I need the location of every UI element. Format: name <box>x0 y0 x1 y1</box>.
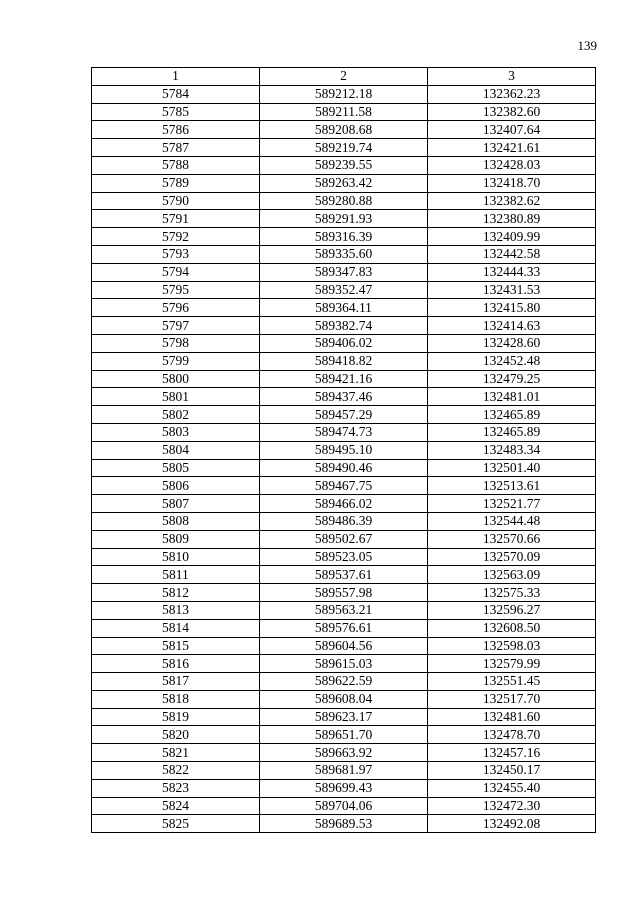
table-row <box>92 477 596 495</box>
coordinate-y-cell: 132431.53 <box>428 281 596 299</box>
coordinate-x-cell: 589466.02 <box>260 495 428 513</box>
point-number-cell: 5809 <box>92 530 260 548</box>
point-number-cell: 5819 <box>92 708 260 726</box>
table-row <box>92 459 596 477</box>
coordinate-x-cell: 589557.98 <box>260 584 428 602</box>
table-row <box>92 406 596 424</box>
table-row <box>92 317 596 335</box>
point-number-cell: 5786 <box>92 121 260 139</box>
coordinate-x-cell: 589704.06 <box>260 797 428 815</box>
point-number-cell: 5798 <box>92 334 260 352</box>
coordinate-y-cell: 132598.03 <box>428 637 596 655</box>
coordinate-y-cell: 132521.77 <box>428 495 596 513</box>
coordinate-y-cell: 132421.61 <box>428 139 596 157</box>
table-row <box>92 726 596 744</box>
coordinate-x-cell: 589467.75 <box>260 477 428 495</box>
point-number-cell: 5804 <box>92 441 260 459</box>
point-number-cell: 5801 <box>92 388 260 406</box>
coordinate-x-cell: 589651.70 <box>260 726 428 744</box>
point-number-cell: 5822 <box>92 762 260 780</box>
point-number-cell: 5807 <box>92 495 260 513</box>
point-number-cell: 5813 <box>92 601 260 619</box>
table-row <box>92 495 596 513</box>
table-row <box>92 655 596 673</box>
coordinate-y-cell: 132382.62 <box>428 192 596 210</box>
point-number-cell: 5805 <box>92 459 260 477</box>
coordinate-y-cell: 132513.61 <box>428 477 596 495</box>
table-row <box>92 228 596 246</box>
coordinate-y-cell: 132362.23 <box>428 85 596 103</box>
coordinate-x-cell: 589291.93 <box>260 210 428 228</box>
coordinate-y-cell: 132481.60 <box>428 708 596 726</box>
point-number-cell: 5800 <box>92 370 260 388</box>
table-row <box>92 370 596 388</box>
point-number-cell: 5812 <box>92 584 260 602</box>
point-number-cell: 5825 <box>92 815 260 833</box>
point-number-cell: 5808 <box>92 512 260 530</box>
point-number-cell: 5797 <box>92 317 260 335</box>
coordinate-y-cell: 132415.80 <box>428 299 596 317</box>
table-row <box>92 815 596 833</box>
point-number-cell: 5787 <box>92 139 260 157</box>
coordinate-y-cell: 132428.60 <box>428 334 596 352</box>
coordinate-x-cell: 589212.18 <box>260 85 428 103</box>
coordinate-y-cell: 132452.48 <box>428 352 596 370</box>
table-row <box>92 584 596 602</box>
coordinate-y-cell: 132492.08 <box>428 815 596 833</box>
coordinate-y-cell: 132455.40 <box>428 779 596 797</box>
point-number-cell: 5795 <box>92 281 260 299</box>
coordinate-y-cell: 132465.89 <box>428 423 596 441</box>
coordinate-y-cell: 132479.25 <box>428 370 596 388</box>
coordinate-y-cell: 132472.30 <box>428 797 596 815</box>
table-row <box>92 352 596 370</box>
coordinate-y-cell: 132428.03 <box>428 156 596 174</box>
coordinate-y-cell: 132478.70 <box>428 726 596 744</box>
table-row <box>92 156 596 174</box>
coordinate-x-cell: 589316.39 <box>260 228 428 246</box>
coordinate-y-cell: 132450.17 <box>428 762 596 780</box>
table-row <box>92 103 596 121</box>
coordinate-y-cell: 132465.89 <box>428 406 596 424</box>
coordinate-y-cell: 132481.01 <box>428 388 596 406</box>
point-number-cell: 5824 <box>92 797 260 815</box>
point-number-cell: 5814 <box>92 619 260 637</box>
coordinate-y-cell: 132596.27 <box>428 601 596 619</box>
coordinate-x-cell: 589699.43 <box>260 779 428 797</box>
point-number-cell: 5811 <box>92 566 260 584</box>
table-row <box>92 779 596 797</box>
table-row <box>92 762 596 780</box>
coordinate-x-cell: 589615.03 <box>260 655 428 673</box>
coordinate-x-cell: 589421.16 <box>260 370 428 388</box>
point-number-cell: 5803 <box>92 423 260 441</box>
coordinate-y-cell: 132570.66 <box>428 530 596 548</box>
table-row <box>92 441 596 459</box>
point-number-cell: 5785 <box>92 103 260 121</box>
table-row <box>92 512 596 530</box>
point-number-cell: 5810 <box>92 548 260 566</box>
table-row <box>92 673 596 691</box>
coordinate-y-cell: 132444.33 <box>428 263 596 281</box>
point-number-cell: 5796 <box>92 299 260 317</box>
table-row <box>92 139 596 157</box>
point-number-cell: 5806 <box>92 477 260 495</box>
table-row <box>92 566 596 584</box>
table-row <box>92 281 596 299</box>
column-header-3: 3 <box>428 68 596 86</box>
point-number-cell: 5818 <box>92 690 260 708</box>
page-number: 139 <box>577 38 597 53</box>
table-row <box>92 299 596 317</box>
table-row <box>92 192 596 210</box>
coordinate-y-cell: 132563.09 <box>428 566 596 584</box>
coordinate-x-cell: 589352.47 <box>260 281 428 299</box>
coordinate-x-cell: 589608.04 <box>260 690 428 708</box>
coordinate-x-cell: 589523.05 <box>260 548 428 566</box>
point-number-cell: 5802 <box>92 406 260 424</box>
coordinate-y-cell: 132409.99 <box>428 228 596 246</box>
column-header-1: 1 <box>92 68 260 86</box>
point-number-cell: 5793 <box>92 245 260 263</box>
point-number-cell: 5789 <box>92 174 260 192</box>
table-row <box>92 744 596 762</box>
coordinate-y-cell: 132517.70 <box>428 690 596 708</box>
coordinate-y-cell: 132579.99 <box>428 655 596 673</box>
coordinate-y-cell: 132442.58 <box>428 245 596 263</box>
table-row <box>92 548 596 566</box>
coordinate-x-cell: 589280.88 <box>260 192 428 210</box>
coordinate-x-cell: 589502.67 <box>260 530 428 548</box>
table-row <box>92 601 596 619</box>
coordinate-x-cell: 589437.46 <box>260 388 428 406</box>
point-number-cell: 5816 <box>92 655 260 673</box>
table-row <box>92 245 596 263</box>
coordinate-y-cell: 132380.89 <box>428 210 596 228</box>
table-header-row <box>92 68 596 86</box>
table-row <box>92 797 596 815</box>
coordinate-x-cell: 589495.10 <box>260 441 428 459</box>
coordinate-x-cell: 589457.29 <box>260 406 428 424</box>
coordinate-x-cell: 589576.61 <box>260 619 428 637</box>
point-number-cell: 5794 <box>92 263 260 281</box>
point-number-cell: 5821 <box>92 744 260 762</box>
column-header-2: 2 <box>260 68 428 86</box>
coordinate-x-cell: 589681.97 <box>260 762 428 780</box>
table-row <box>92 174 596 192</box>
coordinate-x-cell: 589418.82 <box>260 352 428 370</box>
table-row <box>92 388 596 406</box>
table-row <box>92 619 596 637</box>
coordinate-x-cell: 589239.55 <box>260 156 428 174</box>
coordinate-y-cell: 132551.45 <box>428 673 596 691</box>
coordinate-x-cell: 589622.59 <box>260 673 428 691</box>
table-row <box>92 85 596 103</box>
coordinate-x-cell: 589364.11 <box>260 299 428 317</box>
table-body <box>92 85 596 832</box>
coordinate-y-cell: 132570.09 <box>428 548 596 566</box>
point-number-cell: 5784 <box>92 85 260 103</box>
coordinate-x-cell: 589382.74 <box>260 317 428 335</box>
coordinate-x-cell: 589208.68 <box>260 121 428 139</box>
table-row <box>92 334 596 352</box>
coordinate-y-cell: 132414.63 <box>428 317 596 335</box>
point-number-cell: 5791 <box>92 210 260 228</box>
coordinate-x-cell: 589335.60 <box>260 245 428 263</box>
table-row <box>92 708 596 726</box>
point-number-cell: 5817 <box>92 673 260 691</box>
coordinate-x-cell: 589563.21 <box>260 601 428 619</box>
coordinate-x-cell: 589219.74 <box>260 139 428 157</box>
table-row <box>92 423 596 441</box>
coordinate-x-cell: 589211.58 <box>260 103 428 121</box>
coordinate-x-cell: 589604.56 <box>260 637 428 655</box>
coordinate-x-cell: 589474.73 <box>260 423 428 441</box>
point-number-cell: 5823 <box>92 779 260 797</box>
coordinate-x-cell: 589406.02 <box>260 334 428 352</box>
coordinate-x-cell: 589537.61 <box>260 566 428 584</box>
point-number-cell: 5788 <box>92 156 260 174</box>
coordinate-x-cell: 589623.17 <box>260 708 428 726</box>
coordinate-y-cell: 132418.70 <box>428 174 596 192</box>
point-number-cell: 5790 <box>92 192 260 210</box>
coordinate-x-cell: 589347.83 <box>260 263 428 281</box>
coordinate-y-cell: 132544.48 <box>428 512 596 530</box>
coordinate-y-cell: 132501.40 <box>428 459 596 477</box>
coordinate-y-cell: 132457.16 <box>428 744 596 762</box>
coordinate-x-cell: 589689.53 <box>260 815 428 833</box>
table-row <box>92 210 596 228</box>
point-number-cell: 5799 <box>92 352 260 370</box>
table-row <box>92 690 596 708</box>
table-row <box>92 121 596 139</box>
coordinate-y-cell: 132382.60 <box>428 103 596 121</box>
coordinate-x-cell: 589263.42 <box>260 174 428 192</box>
coordinate-y-cell: 132483.34 <box>428 441 596 459</box>
coordinate-y-cell: 132407.64 <box>428 121 596 139</box>
coordinate-x-cell: 589486.39 <box>260 512 428 530</box>
table-row <box>92 637 596 655</box>
point-number-cell: 5792 <box>92 228 260 246</box>
table-row <box>92 263 596 281</box>
point-number-cell: 5820 <box>92 726 260 744</box>
coordinates-table <box>91 67 596 833</box>
table-row <box>92 530 596 548</box>
coordinate-y-cell: 132575.33 <box>428 584 596 602</box>
point-number-cell: 5815 <box>92 637 260 655</box>
coordinate-y-cell: 132608.50 <box>428 619 596 637</box>
coordinate-x-cell: 589663.92 <box>260 744 428 762</box>
coordinate-x-cell: 589490.46 <box>260 459 428 477</box>
